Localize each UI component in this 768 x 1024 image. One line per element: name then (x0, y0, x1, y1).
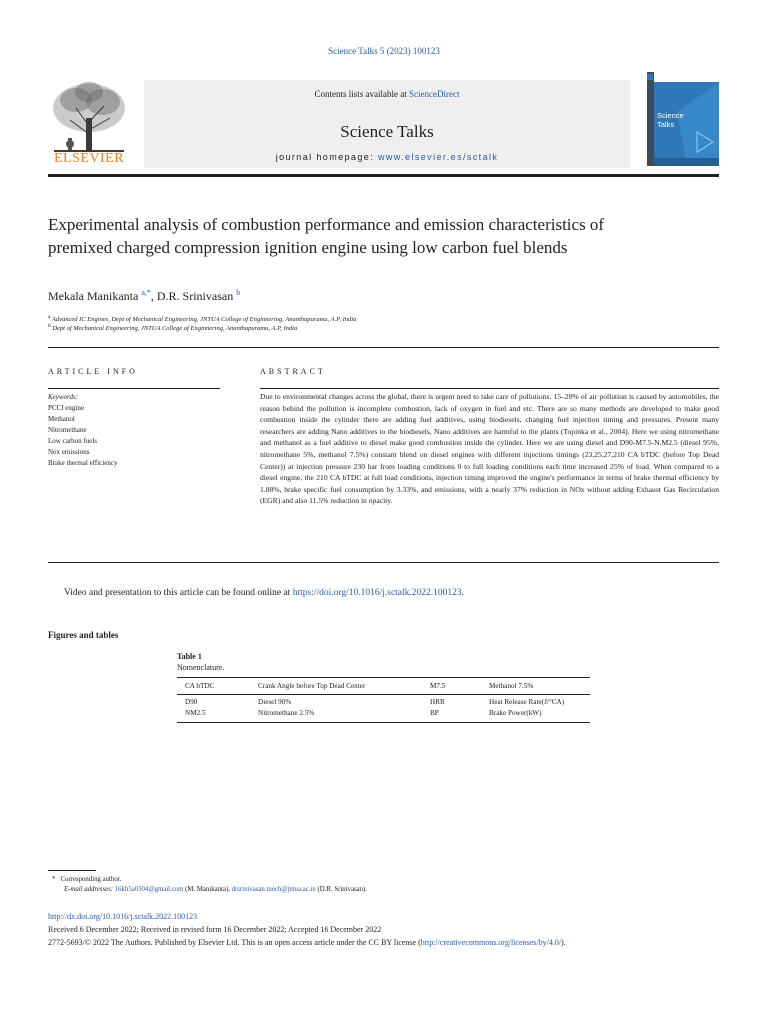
contents-prefix: Contents lists available at (314, 89, 409, 99)
table-cell: M7.5 (422, 678, 481, 695)
table-cell: Nitromethane 2.5% (250, 709, 422, 723)
section-divider (48, 347, 719, 348)
journal-masthead (48, 72, 720, 172)
email-footnote (64, 886, 367, 893)
keywords-list (48, 392, 117, 469)
table-caption (177, 651, 224, 673)
table-row (177, 678, 590, 695)
keywords-label: Keywords: (48, 393, 79, 401)
table-cell: Crank Angle before Top Dead Center (250, 678, 422, 695)
email-owner-2: (D.R. Srinivasan). (315, 886, 367, 893)
article-info-heading: ARTICLE INFO (48, 367, 138, 376)
table-number: Table 1 (177, 652, 202, 661)
received-dates: Received 6 December 2022; Received in revised form 16 December 2022; Accepted 16 December 2022 (48, 925, 382, 934)
table-row (177, 695, 590, 709)
footnote-divider (48, 870, 96, 871)
publisher-logo-text: ELSEVIER (53, 151, 125, 166)
affiliation-a (48, 314, 356, 323)
journal-homepage-line (144, 152, 630, 162)
footnote-mark: * (52, 876, 56, 883)
table-row (177, 709, 590, 723)
video-presentation-note (48, 587, 488, 600)
author-name[interactable]: Mekala Manikanta (48, 289, 139, 303)
table-cell: BP (422, 709, 481, 723)
keyword-item: Methanol (48, 415, 75, 423)
video-text: Video and presentation to this article can be found online at (64, 588, 293, 598)
license-line (48, 938, 566, 947)
footnote-text: Corresponding author. (60, 876, 122, 883)
article-info-divider (48, 388, 220, 389)
email-owner-1: (M. Manikanta), (183, 886, 232, 893)
affiliation-b (48, 323, 297, 332)
doi-link[interactable]: http://dx.doi.org/10.1016/j.sctalk.2022.100123 (48, 912, 198, 921)
sciencedirect-link[interactable]: ScienceDirect (409, 89, 460, 99)
license-text: 2772-5693/© 2022 The Authors. Published by Elsevier Ltd. This is an open access article under the CC BY license ( (48, 938, 421, 947)
homepage-prefix: journal homepage: (275, 152, 378, 162)
table-cell: NM2.5 (177, 709, 250, 723)
affiliation-text: Advanced IC Engines, Dept of Mechanical Engineering, JNTUA College of Enginnering, Ananthapuramu, A.P, India (51, 316, 357, 324)
table-cell: Methanol 7.5% (481, 678, 590, 695)
license-suffix: ). (561, 938, 566, 947)
author-separator: , (150, 289, 157, 303)
journal-banner (144, 80, 630, 168)
email-link-1[interactable]: 16kh5a0304@gmail.com (114, 886, 184, 893)
keyword-item: Brake thermal efficiency (48, 459, 118, 467)
journal-reference-link[interactable]: Science Talks 5 (2023) 100123 (328, 46, 440, 56)
keyword-item: Nox emissions (48, 448, 90, 456)
author-affiliation-mark[interactable]: a,* (141, 288, 151, 297)
journal-title: Science Talks (340, 122, 434, 141)
video-suffix: . (461, 588, 465, 598)
journal-homepage-link[interactable]: www.elsevier.es/sctalk (377, 152, 499, 162)
affiliation-text: Dept of Mechanical Engineering, JNTUA College of Enginnering, Ananthapuramu, A.P, India (52, 325, 298, 333)
author-list (48, 288, 240, 304)
cover-title-line2: Talks (657, 120, 675, 129)
table-cell: HRR (430, 698, 445, 706)
contents-lists-line (144, 89, 630, 99)
email-link-2[interactable]: drsrinivasan.mech@jntua.ac.in (231, 886, 316, 893)
keyword-item: PCCI engine (48, 404, 84, 412)
figures-tables-heading: Figures and tables (48, 630, 119, 640)
section-divider (48, 562, 719, 563)
corresponding-author-footnote (52, 876, 121, 883)
author-name[interactable]: D.R. Srinivasan (156, 289, 234, 303)
cover-title-line1: Science (657, 111, 684, 120)
masthead-divider (48, 174, 719, 177)
affiliation-mark: b (48, 323, 51, 329)
email-label: E-mail addresses: (64, 886, 115, 893)
table-cell: Brake Power(kW) (481, 709, 590, 723)
table-cell: CA bTDC (177, 678, 250, 695)
table-cell: D90 (185, 698, 198, 706)
table-caption-text: Nomenclature. (177, 663, 225, 672)
video-doi-link[interactable]: https://doi.org/10.1016/j.sctalk.2022.100123 (292, 588, 462, 598)
article-title: Experimental analysis of combustion performance and emission characteristics of premixed charged compression ignition engine using low carbon fuel blends (48, 215, 605, 257)
nomenclature-table (177, 677, 590, 723)
table-cell: Diesel 90% (258, 698, 292, 706)
journal-cover-thumbnail[interactable] (647, 72, 719, 166)
abstract-heading: ABSTRACT (260, 367, 326, 376)
abstract-divider (260, 388, 719, 389)
keyword-item: Nitromethane (48, 426, 87, 434)
keyword-item: Low carbon fuels (48, 437, 97, 445)
affiliation-mark: a (48, 314, 51, 320)
cover-art (647, 72, 719, 166)
table-cell: Heat Release Rate(J/°CA) (489, 698, 565, 706)
license-link[interactable]: http://creativecommons.org/licenses/by/4.0/ (420, 938, 562, 947)
abstract-text: Due to environmental changes across the global, there is urgent need to take care of pollutions. 15–20% of air pollution is caused by automobiles, the reason behind the pollution is incomplete combustion, lack of oxygen in fuel and etc. There are so many methods are developed to make good combustion inside the cylinder there are adding fuel additives, using biodiesels, changing fuel injection timing and pressures. Present many researchers are adding Nano additives to the biodiesels, Nano additives are harmful to the plants (Topinka et al., 2004). Here we using nitromethane and methanol as a fuel additive to diesel make good combustion inside the cylinder. Here we are using diesel and D90-M7.5-N.M2.5 (diesel 95%, nitromethane 5%, methanol 7.5%) constant blend on diesel engines with different injections timings (23,25,27,210 CA bTDC (before Top Dead Center)) at injection pressure 230 bar from loading conditions 0 to full loading conditions each time increased 25% of load. When compared to a diesel engine, the 210 CA bTDC at full load conditions, injection timing improved the engine's performance in terms of brake thermal efficiency by 1.88%, brake specific fuel consumption by 3.33%, and emissions, with a nearly 37% reduction in NOx without adding Exhaust Gas Recirculation (EGR) and also 11.5% reduction in opacity. (260, 392, 719, 506)
author-affiliation-mark[interactable]: b (236, 288, 241, 297)
